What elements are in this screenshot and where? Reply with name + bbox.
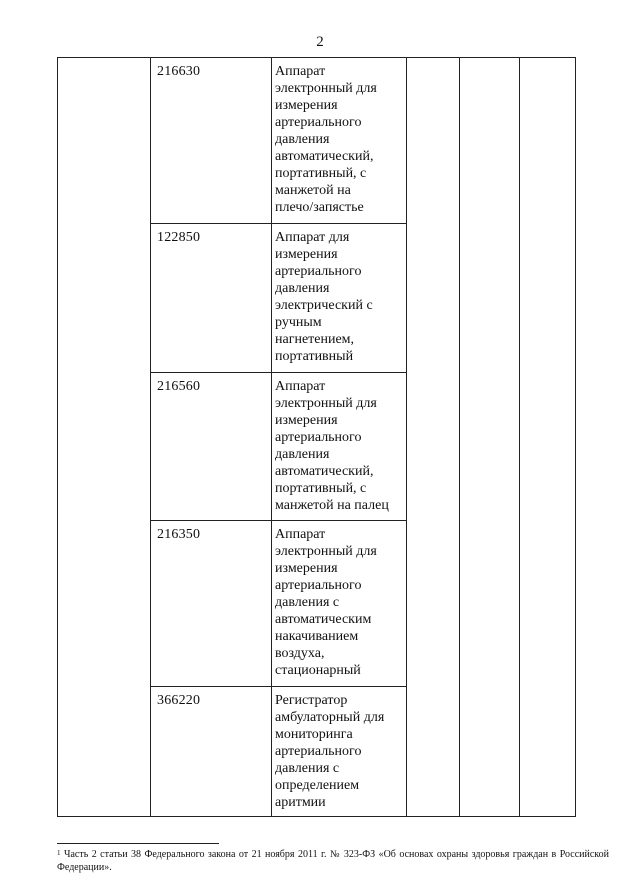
name-line: измерения xyxy=(275,247,338,262)
equipment-table xyxy=(57,57,576,817)
footnote xyxy=(57,848,609,874)
name-line: электрический с xyxy=(275,298,373,313)
name-line: портативный xyxy=(275,349,354,364)
table-row xyxy=(151,521,407,687)
name-line: амбулаторный для xyxy=(275,710,385,725)
device-name xyxy=(271,687,407,817)
name-line: давления xyxy=(275,447,330,462)
name-line: портативный, с xyxy=(275,166,367,181)
name-line: манжетой на палец xyxy=(275,498,389,513)
device-code: 122850 xyxy=(157,230,201,245)
name-line: манжетой на xyxy=(275,183,351,198)
footnote-text: Часть 2 статьи 38 Федерального закона от 21 ноября 2011 г. № 323-ФЗ «Об основах охраны здоровья граждан в Российской Федерации». xyxy=(57,849,609,873)
name-line: измерения xyxy=(275,413,338,428)
footnote-marker: 1 xyxy=(57,849,61,857)
name-line: давления xyxy=(275,281,330,296)
name-line: автоматический, xyxy=(275,464,374,479)
name-line: Аппарат xyxy=(275,64,326,79)
name-line: определением xyxy=(275,778,360,793)
name-line: Аппарат xyxy=(275,527,326,542)
name-line: артериального xyxy=(275,744,362,759)
name-line: давления с xyxy=(275,595,340,610)
name-line: измерения xyxy=(275,561,338,576)
name-line: Аппарат xyxy=(275,379,326,394)
footnote-separator xyxy=(57,843,219,844)
name-line: стационарный xyxy=(275,663,361,678)
name-line: плечо/запястье xyxy=(275,200,364,215)
name-line: портативный, с xyxy=(275,481,367,496)
name-line: артериального xyxy=(275,264,362,279)
name-line: артериального xyxy=(275,578,362,593)
code-cell xyxy=(151,373,271,521)
name-line: артериального xyxy=(275,115,362,130)
code-cell xyxy=(151,521,271,687)
device-code: 216560 xyxy=(157,379,201,394)
name-line: накачиванием xyxy=(275,629,359,644)
table-row xyxy=(151,373,407,521)
name-line: нагнетением, xyxy=(275,332,355,347)
device-name xyxy=(271,373,407,521)
name-line: аритмии xyxy=(275,795,326,810)
device-code: 216350 xyxy=(157,527,201,542)
name-line: автоматическим xyxy=(275,612,372,627)
name-line: Регистратор xyxy=(275,693,348,708)
name-line: Аппарат для xyxy=(275,230,350,245)
page-number: 2 xyxy=(316,34,324,50)
device-name xyxy=(271,521,407,687)
table-row xyxy=(151,58,407,224)
name-line: артериального xyxy=(275,430,362,445)
name-line: электронный для xyxy=(275,396,377,411)
device-code: 366220 xyxy=(157,693,201,708)
device-name xyxy=(271,224,407,373)
name-line: воздуха, xyxy=(275,646,325,661)
column-divider-4 xyxy=(519,58,520,816)
code-cell xyxy=(151,224,271,373)
table-row xyxy=(151,224,407,373)
name-line: мониторинга xyxy=(275,727,353,742)
name-line: измерения xyxy=(275,98,338,113)
device-code: 216630 xyxy=(157,64,201,79)
device-name xyxy=(271,58,407,224)
column-divider-3 xyxy=(459,58,460,816)
name-line: давления xyxy=(275,132,330,147)
code-cell xyxy=(151,58,271,224)
name-line: автоматический, xyxy=(275,149,374,164)
name-line: электронный для xyxy=(275,81,377,96)
name-line: электронный для xyxy=(275,544,377,559)
name-line: ручным xyxy=(275,315,322,330)
name-line: давления с xyxy=(275,761,340,776)
table-row xyxy=(151,687,407,817)
